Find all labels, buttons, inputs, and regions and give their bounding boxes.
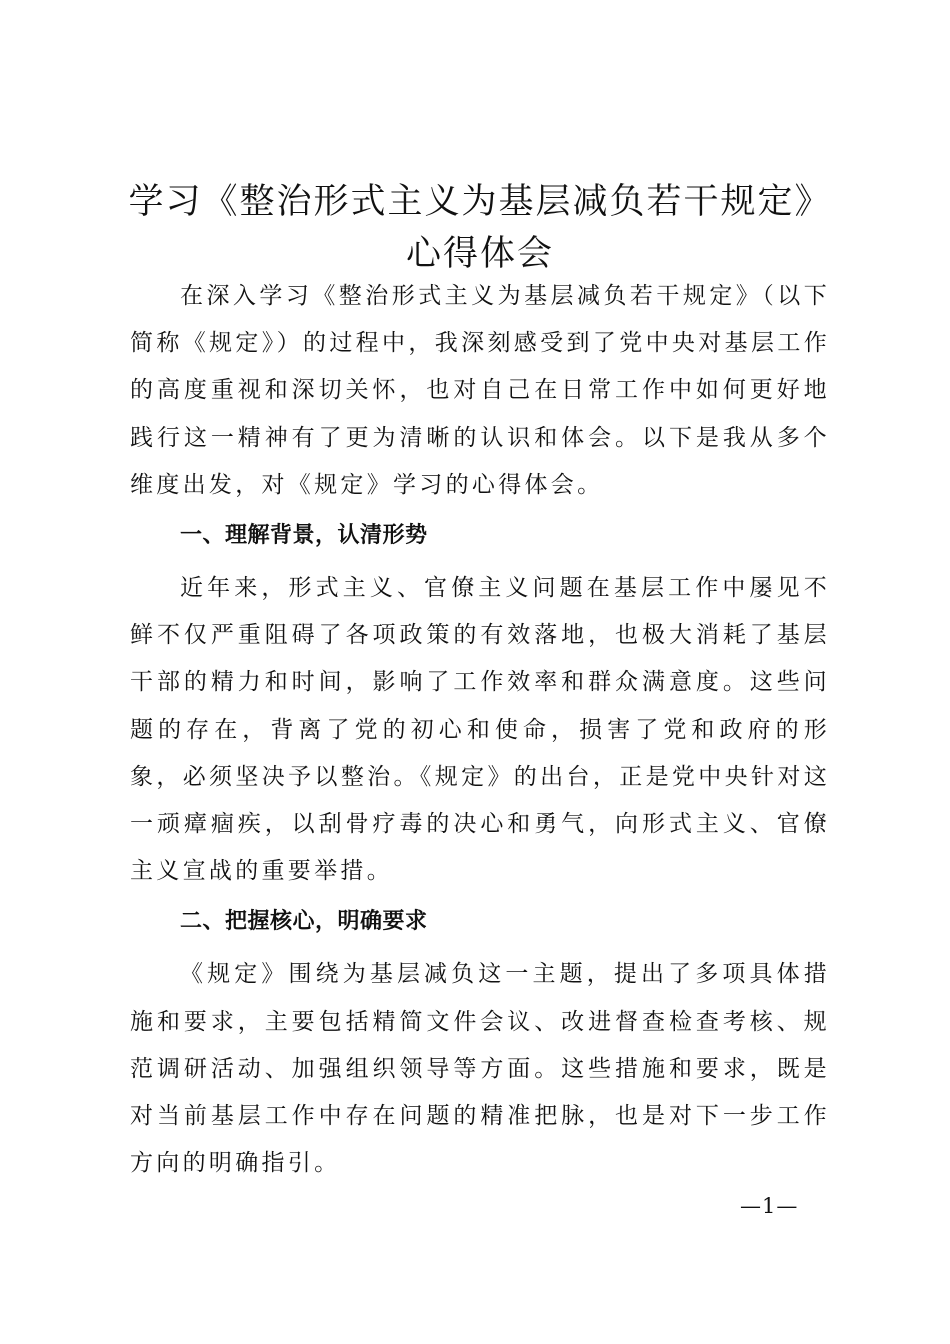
body-paragraph: 《规定》围绕为基层减负这一主题，提出了多项具体措施和要求，主要包括精简文件会议、改进督查检查考核、规范调研活动、加强组织领导等方面。这些措施和要求，既是对当前基层工作中存在问题的精准把脉，也是对下一步工作方向的明确指引。 <box>130 961 830 1177</box>
section-heading: 一、理解背景，认清形势 <box>180 523 428 549</box>
page-number: —1— <box>740 1194 799 1218</box>
body-paragraph: 在深入学习《整治形式主义为基层减负若干规定》（以下简称《规定》）的过程中，我深刻感受到了党中央对基层工作的高度重视和深切关怀，也对自己在日常工作中如何更好地践行这一精神有了更为清晰的认识和体会。以下是我从多个维度出发，对《规定》学习的心得体会。 <box>130 283 830 498</box>
body-paragraph: 近年来，形式主义、官僚主义问题在基层工作中屡见不鲜不仅严重阻碍了各项政策的有效落地，也极大消耗了基层干部的精力和时间，影响了工作效率和群众满意度。这些问题的存在，背离了党的初心和使命，损害了党和政府的形象，必须坚决予以整治。《规定》的出台，正是党中央针对这一顽瘴痼疾，以刮骨疗毒的决心和勇气，向形式主义、官僚主义宣战的重要举措。 <box>130 575 830 885</box>
section-heading: 二、把握核心，明确要求 <box>180 909 428 935</box>
document-body <box>130 273 830 1187</box>
document-title: 学习《整治形式主义为基层减负若干规定》心得体会 <box>128 182 832 274</box>
